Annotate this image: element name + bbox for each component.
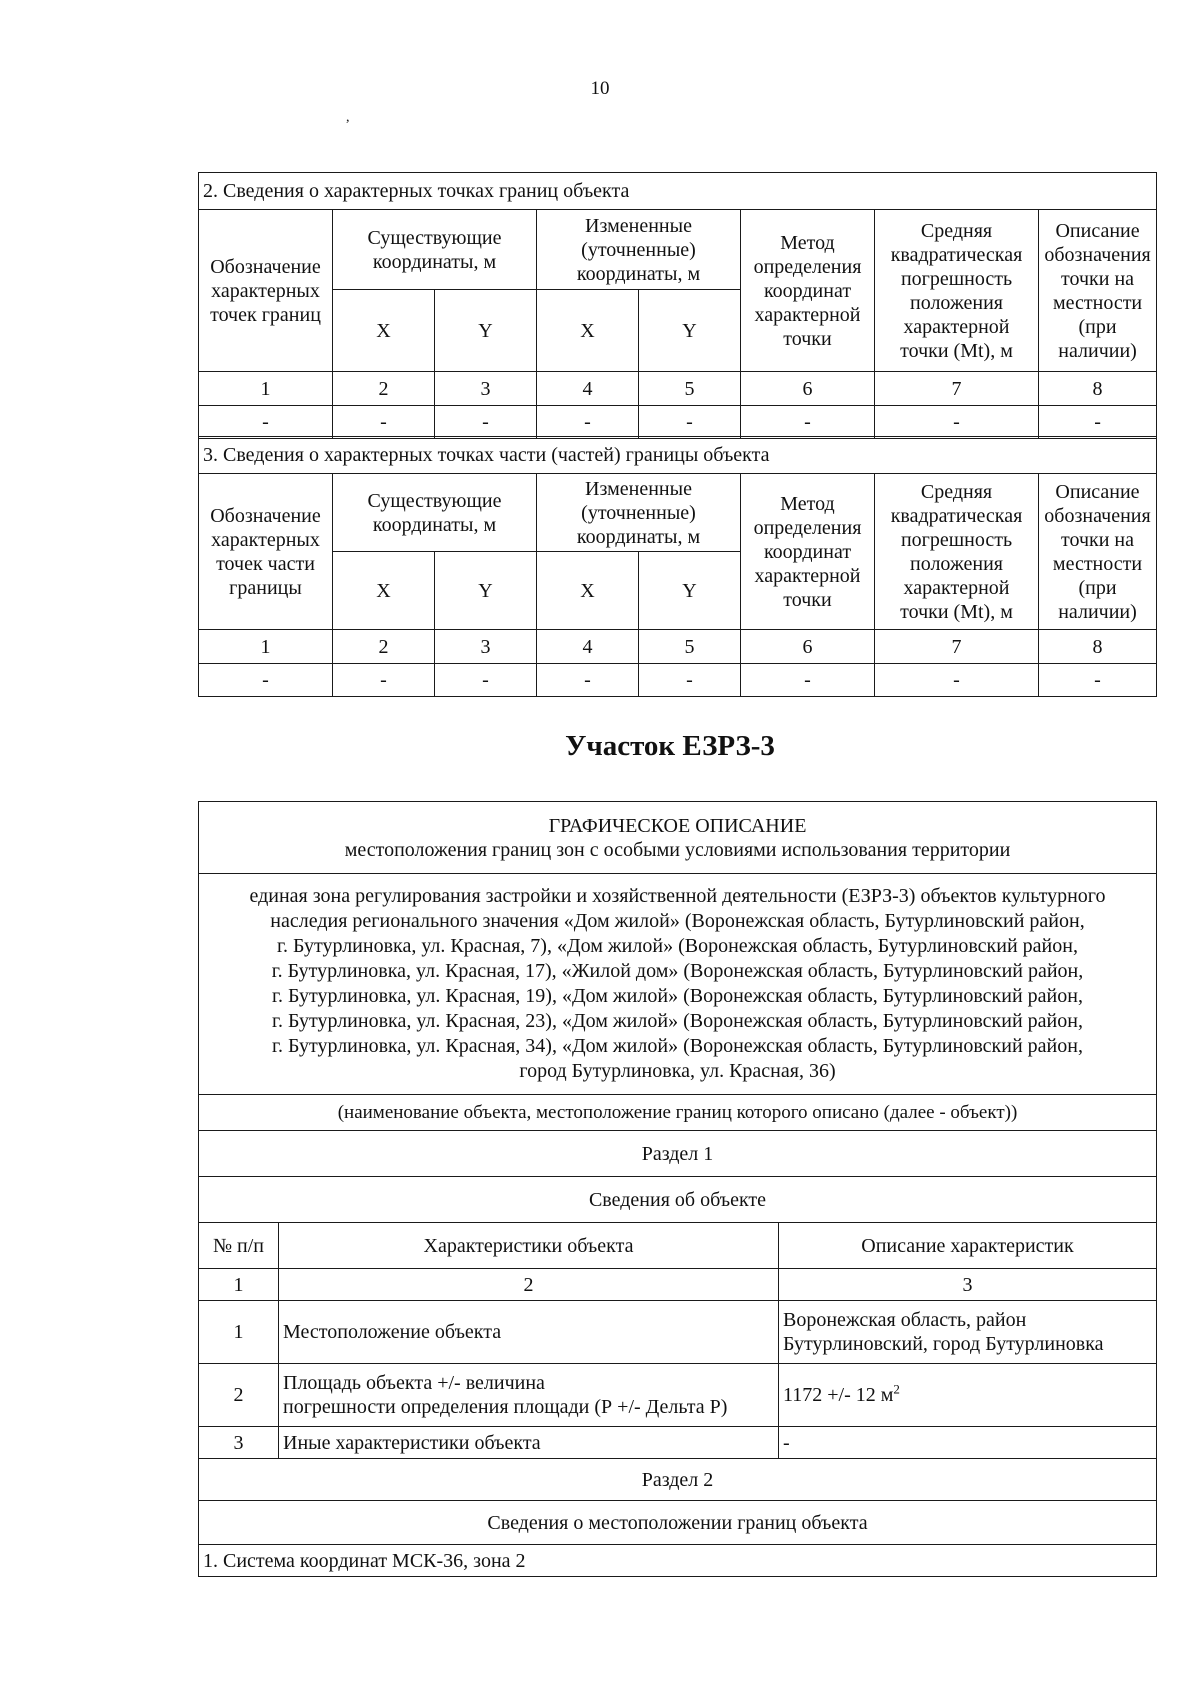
table-cell: -: [199, 664, 333, 697]
object-name-line: г. Бутурлиновка, ул. Красная, 7), «Дом жилой» (Воронежская область, Бутурлиновский район,: [277, 935, 1078, 957]
col-number: 1: [199, 1269, 279, 1301]
row-characteristic: Иные характеристики объекта: [279, 1427, 779, 1459]
row-value: [779, 1301, 1157, 1364]
section-title: 2. Сведения о характерных точках границ объекта: [199, 173, 1157, 210]
table-cell: -: [741, 664, 875, 697]
graphic-heading-cell: [199, 802, 1157, 874]
col-number: 6: [741, 630, 875, 664]
table-cell: -: [1039, 406, 1157, 439]
table-cell: -: [875, 664, 1039, 697]
table-cell: -: [199, 406, 333, 439]
graphic-subheading: местоположения границ зон с особыми условиями использования территории: [344, 838, 1011, 861]
col-number: 3: [435, 372, 537, 406]
col-number: 3: [435, 630, 537, 664]
col-number: 2: [333, 372, 435, 406]
table-cell: -: [435, 406, 537, 439]
col-number: 7: [875, 630, 1039, 664]
col-existing-coords: Существующие координаты, м: [333, 474, 537, 552]
graphic-heading: ГРАФИЧЕСКОЕ ОПИСАНИЕ: [548, 814, 807, 837]
razdel-2: Раздел 2: [199, 1459, 1157, 1501]
col-characteristics: Характеристики объекта: [279, 1223, 779, 1269]
col-description: Описание обозначения точки на местности (при наличии): [1039, 474, 1157, 630]
table-cell: -: [537, 664, 639, 697]
coordinate-system: 1. Система координат МСК-36, зона 2: [199, 1545, 1157, 1577]
boundary-points-table: [198, 172, 1157, 439]
col-x: X: [537, 552, 639, 630]
col-number: 5: [639, 630, 741, 664]
col-designation: Обозначение характерных точек части границы: [199, 474, 333, 630]
graphic-description-table: [198, 801, 1157, 1577]
row-value-line: Бутурлиновский, город Бутурлиновка: [783, 1333, 1104, 1355]
section-title: 3. Сведения о характерных точках части (частей) границы объекта: [199, 437, 1157, 474]
col-error: Средняя квадратическая погрешность положения характерной точки (Mt), м: [875, 474, 1039, 630]
col-number: 5: [639, 372, 741, 406]
row-characteristic: Местоположение объекта: [279, 1301, 779, 1364]
col-number: 6: [741, 372, 875, 406]
col-number: 4: [537, 630, 639, 664]
object-name-line: единая зона регулирования застройки и хозяйственной деятельности (ЕЗРЗ-3) объектов культурного: [249, 885, 1106, 907]
col-number: 1: [199, 372, 333, 406]
table-cell: -: [741, 406, 875, 439]
col-changed-coords: Измененные (уточненные) координаты, м: [537, 210, 741, 290]
row-characteristic-line: погрешности определения площади (Р +/- Дельта Р): [283, 1396, 728, 1418]
object-name-line: г. Бутурлиновка, ул. Красная, 17), «Жилой дом» (Воронежская область, Бутурлиновский район,: [271, 960, 1084, 982]
part-boundary-points-table: [198, 436, 1157, 697]
row-value-line: Воронежская область, район: [783, 1309, 1027, 1331]
col-number: 8: [1039, 372, 1157, 406]
area-value: 1172 +/- 12 м: [783, 1384, 894, 1406]
razdel-1: Раздел 1: [199, 1131, 1157, 1177]
col-x: X: [537, 290, 639, 372]
object-name-line: г. Бутурлиновка, ул. Красная, 19), «Дом жилой» (Воронежская область, Бутурлиновский район,: [272, 985, 1083, 1007]
col-y: Y: [639, 552, 741, 630]
col-number: 3: [779, 1269, 1157, 1301]
col-number: 8: [1039, 630, 1157, 664]
table-cell: -: [639, 406, 741, 439]
col-description: Описание обозначения точки на местности (при наличии): [1039, 210, 1157, 372]
col-no: № п/п: [199, 1223, 279, 1269]
object-name-line: город Бутурлиновка, ул. Красная, 36): [519, 1060, 836, 1082]
col-number: 7: [875, 372, 1039, 406]
col-method: Метод определения координат характерной точки: [741, 210, 875, 372]
col-designation: Обозначение характерных точек границ: [199, 210, 333, 372]
col-number: 2: [333, 630, 435, 664]
col-number: 4: [537, 372, 639, 406]
page-number: 10: [590, 78, 610, 99]
col-existing-coords: Существующие координаты, м: [333, 210, 537, 290]
table-cell: -: [435, 664, 537, 697]
object-name-line: г. Бутурлиновка, ул. Красная, 34), «Дом жилой» (Воронежская область, Бутурлиновский район,: [272, 1035, 1083, 1057]
col-error: Средняя квадратическая погрешность положения характерной точки (Mt), м: [875, 210, 1039, 372]
plot-title: Участок ЕЗРЗ-3: [565, 730, 775, 762]
object-caption: (наименование объекта, местоположение границ которого описано (далее - объект)): [199, 1095, 1157, 1131]
col-char-description: Описание характеристик: [779, 1223, 1157, 1269]
row-number: 2: [199, 1364, 279, 1427]
row-characteristic: [279, 1364, 779, 1427]
location-info-heading: Сведения о местоположении границ объекта: [199, 1501, 1157, 1545]
row-value: [779, 1364, 1157, 1427]
col-y: Y: [435, 290, 537, 372]
col-number: 2: [279, 1269, 779, 1301]
table-cell: -: [875, 406, 1039, 439]
col-number: 1: [199, 630, 333, 664]
table-cell: -: [333, 406, 435, 439]
object-name-line: г. Бутурлиновка, ул. Красная, 23), «Дом жилой» (Воронежская область, Бутурлиновский район,: [272, 1010, 1083, 1032]
row-number: 1: [199, 1301, 279, 1364]
table-cell: -: [639, 664, 741, 697]
stray-mark: ,: [346, 110, 350, 125]
table-cell: -: [1039, 664, 1157, 697]
row-number: 3: [199, 1427, 279, 1459]
col-y: Y: [639, 290, 741, 372]
object-info-heading: Сведения об объекте: [199, 1177, 1157, 1223]
area-unit-exponent: 2: [893, 1381, 900, 1397]
object-name-line: наследия регионального значения «Дом жилой» (Воронежская область, Бутурлиновский район,: [270, 910, 1085, 932]
col-x: X: [333, 552, 435, 630]
object-name: [199, 874, 1157, 1095]
col-changed-coords: Измененные (уточненные) координаты, м: [537, 474, 741, 552]
table-cell: -: [537, 406, 639, 439]
table-cell: -: [333, 664, 435, 697]
row-characteristic-line: Площадь объекта +/- величина: [283, 1372, 545, 1394]
col-x: X: [333, 290, 435, 372]
col-y: Y: [435, 552, 537, 630]
col-method: Метод определения координат характерной точки: [741, 474, 875, 630]
row-value: -: [779, 1427, 1157, 1459]
